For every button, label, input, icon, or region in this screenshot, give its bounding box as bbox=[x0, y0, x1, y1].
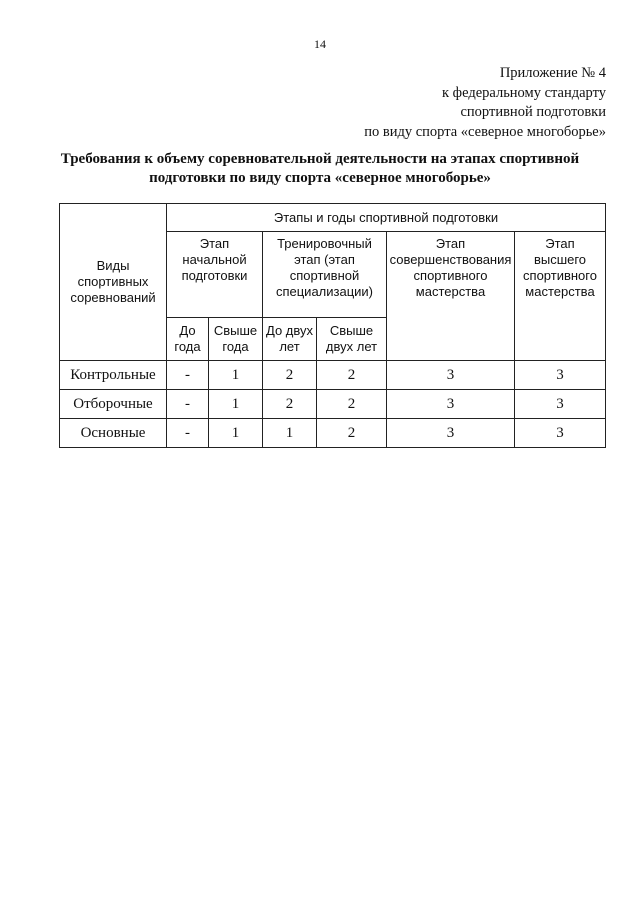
appendix-line-3: спортивной подготовки bbox=[460, 104, 606, 120]
header-line: Этап bbox=[199, 236, 230, 251]
page-number: 14 bbox=[314, 37, 326, 51]
subheader-over-year bbox=[209, 318, 263, 361]
header-line: года bbox=[222, 339, 249, 354]
table-cell: 3 bbox=[387, 419, 515, 448]
header-line: спортивной bbox=[289, 268, 360, 283]
header-line: До bbox=[179, 323, 196, 338]
table-cell: 3 bbox=[387, 361, 515, 390]
appendix-line-2: к федеральному стандарту bbox=[442, 84, 606, 101]
table-cell: 1 bbox=[209, 419, 263, 448]
title-line-2: подготовки по виду спорта «северное многоборье» bbox=[149, 170, 491, 186]
table-cell: 3 bbox=[515, 390, 606, 419]
header-stage-highest bbox=[515, 232, 606, 361]
table-cell: 3 bbox=[387, 390, 515, 419]
subheader-over-two-years bbox=[317, 318, 387, 361]
table-row bbox=[60, 390, 606, 419]
header-line: Этап bbox=[545, 236, 575, 251]
header-line: соревнований bbox=[70, 290, 156, 305]
appendix-line-4: по виду спорта «северное многоборье» bbox=[364, 123, 606, 140]
header-line: начальной bbox=[182, 252, 247, 267]
header-stage-improvement bbox=[387, 232, 515, 361]
header-line: Свыше bbox=[329, 323, 374, 338]
table-cell: 2 bbox=[317, 390, 387, 419]
table-cell: - bbox=[167, 390, 209, 419]
row-label: Отборочные bbox=[60, 390, 167, 419]
table-cell: 1 bbox=[209, 361, 263, 390]
table-cell: 1 bbox=[209, 390, 263, 419]
header-line: лет bbox=[279, 339, 300, 354]
row-label: Основные bbox=[60, 419, 167, 448]
header-line: подготовки bbox=[181, 268, 248, 283]
table-cell: 2 bbox=[263, 390, 317, 419]
row-label: Контрольные bbox=[60, 361, 167, 390]
header-stage-initial bbox=[167, 232, 263, 318]
table-cell: - bbox=[167, 419, 209, 448]
title-line-1: Требования к объему соревновательной деятельности на этапах спортивной bbox=[60, 151, 580, 167]
header-line: мастерства bbox=[415, 284, 486, 299]
appendix-note bbox=[286, 64, 606, 142]
requirements-table bbox=[59, 203, 606, 448]
subheader-up-to-two-years bbox=[263, 318, 317, 361]
header-line: Этап bbox=[435, 236, 466, 251]
header-line: высшего bbox=[533, 252, 587, 267]
header-line: совершенствования bbox=[389, 252, 512, 267]
table-cell: 2 bbox=[263, 361, 317, 390]
header-line: спортивных bbox=[77, 274, 149, 289]
header-line: Тренировочный bbox=[277, 236, 372, 251]
header-line: двух лет bbox=[325, 339, 378, 354]
header-competition-types bbox=[60, 204, 167, 361]
header-line: этап (этап bbox=[294, 252, 355, 267]
header-line: Свыше bbox=[213, 323, 258, 338]
table-cell: 2 bbox=[317, 361, 387, 390]
table-cell: 1 bbox=[263, 419, 317, 448]
appendix-line-1: Приложение № 4 bbox=[499, 65, 606, 81]
header-line: спортивного bbox=[523, 268, 597, 283]
table-cell: 3 bbox=[515, 361, 606, 390]
header-line: специализации) bbox=[275, 284, 374, 299]
table-cell: - bbox=[167, 361, 209, 390]
table-cell: 3 bbox=[515, 419, 606, 448]
header-line: года bbox=[174, 339, 201, 354]
table-cell: 2 bbox=[317, 419, 387, 448]
table-row bbox=[60, 361, 606, 390]
header-stage-training bbox=[263, 232, 387, 318]
subheader-up-to-year bbox=[167, 318, 209, 361]
header-line: Виды bbox=[96, 258, 130, 273]
table-row bbox=[60, 419, 606, 448]
header-line: спортивного bbox=[413, 268, 488, 283]
header-line: мастерства bbox=[525, 284, 595, 299]
document-title bbox=[40, 150, 600, 188]
header-stages-group: Этапы и годы спортивной подготовки bbox=[167, 204, 606, 232]
header-line: До двух bbox=[266, 323, 313, 338]
